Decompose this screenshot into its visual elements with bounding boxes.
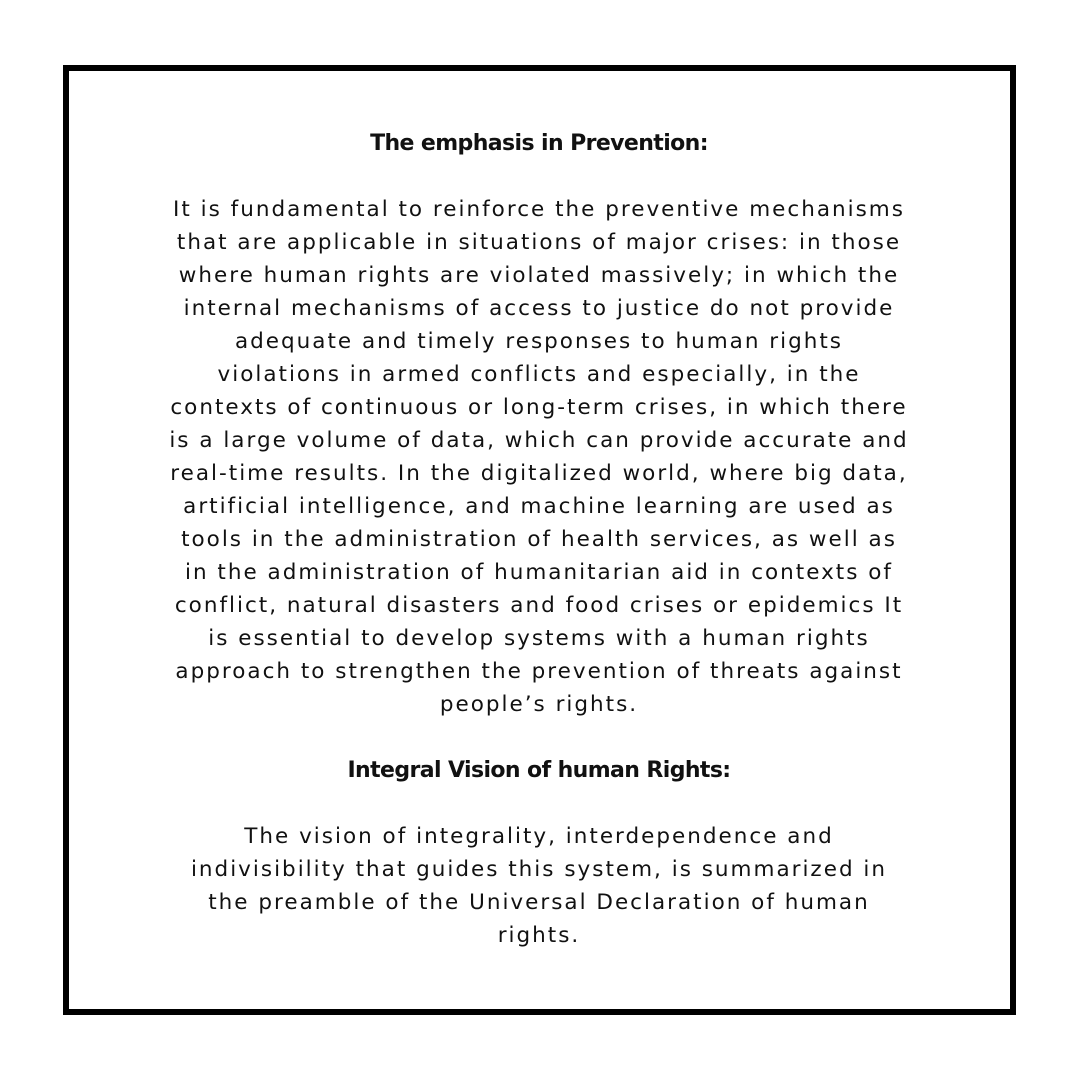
paragraph-line: indivisibility that guides this system, is summarized in xyxy=(190,857,888,882)
paragraph-line: in the administration of humanitarian aid in contexts of xyxy=(185,560,893,585)
paragraph-line: artificial intelligence, and machine learning are used as xyxy=(183,494,895,519)
paragraph-line: approach to strengthen the prevention of threats against xyxy=(175,659,903,684)
paragraph-line: conflict, natural disasters and food crises or epidemics It xyxy=(174,593,904,618)
paragraph-line: tools in the administration of health services, as well as xyxy=(181,527,897,552)
paragraph-line: is a large volume of data, which can provide accurate and xyxy=(169,428,909,453)
paragraph-line: people’s rights. xyxy=(439,692,639,717)
section-paragraph-prevention xyxy=(139,193,939,721)
paragraph-line: where human rights are violated massively; in which the xyxy=(178,263,900,288)
paragraph-line: internal mechanisms of access to justice do not provide xyxy=(183,296,895,321)
paragraph-line: the preamble of the Universal Declaration of human xyxy=(208,890,870,915)
content-frame xyxy=(63,65,1016,1015)
paragraph-line: that are applicable in situations of major crises: in those xyxy=(176,230,902,255)
paragraph-line: real-time results. In the digitalized world, where big data, xyxy=(170,461,908,486)
paragraph-line: contexts of continuous or long-term crises, in which there xyxy=(170,395,908,420)
paragraph-line: violations in armed conflicts and especially, in the xyxy=(217,362,861,387)
paragraph-line: rights. xyxy=(497,923,581,948)
section-heading-integral-vision: Integral Vision of human Rights: xyxy=(347,758,731,783)
paragraph-line: The vision of integrality, interdependence and xyxy=(244,824,834,849)
section-heading-prevention: The emphasis in Prevention: xyxy=(370,131,708,156)
paragraph-line: is essential to develop systems with a human rights xyxy=(208,626,870,651)
paragraph-line: adequate and timely responses to human rights xyxy=(234,329,844,354)
paragraph-line: It is fundamental to reinforce the preventive mechanisms xyxy=(173,197,905,222)
section-paragraph-integral-vision xyxy=(139,820,939,952)
